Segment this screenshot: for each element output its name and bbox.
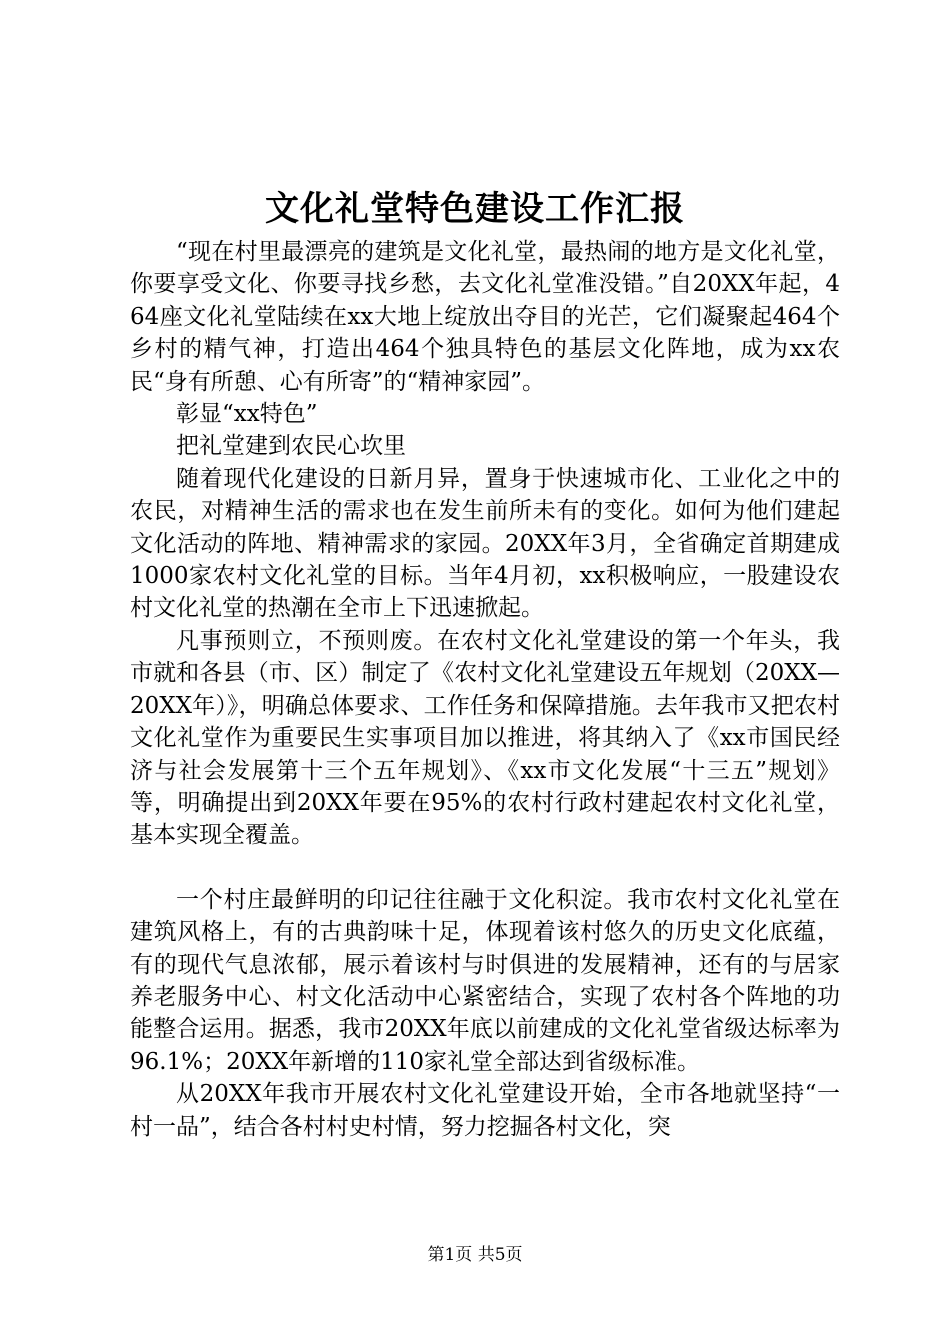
document-body — [130, 236, 840, 1143]
paragraph-architecture: 一个村庄最鲜明的印记往往融于文化积淀。我市农村文化礼堂在建筑风格上，有的古典韵味十足，体现着该村悠久的历史文化底蕴，有的现代气息浓郁，展示着该村与时俱进的发展精神，还有的与居家养老服务中心、村文化活动中心紧密结合，实现了农村各个阵地的功能整合运用。据悉，我市20XX年底以前建成的文化礼堂省级达标率为96.1%；20XX年新增的110家礼堂全部达到省级标准。 — [130, 886, 840, 1075]
paragraph-background: 随着现代化建设的日新月异，置身于快速城市化、工业化之中的农民，对精神生活的需求也在发生前所未有的变化。如何为他们建起文化活动的阵地、精神需求的家园。20XX年3月，全省确定首期建成1000家农村文化礼堂的目标。当年4月初，xx积极响应，一股建设农村文化礼堂的热潮在全市上下迅速掀起。 — [130, 465, 840, 622]
paragraph-one-village-one-product: 从20XX年我市开展农村文化礼堂建设开始，全市各地就坚持“一村一品”，结合各村村史村情，努力挖掘各村文化，突 — [130, 1081, 840, 1140]
section-heading-feature: 彰显“xx特色” — [176, 401, 318, 428]
page-number-footer: 第1页 共5页 — [427, 1245, 523, 1265]
section-subheading: 把礼堂建到农民心坎里 — [176, 433, 406, 460]
paragraph-intro-quote: “现在村里最漂亮的建筑是文化礼堂，最热闹的地方是文化礼堂，你要享受文化、你要寻找乡愁，去文化礼堂准没错。”自20XX年起，464座文化礼堂陆续在xx大地上绽放出夺目的光芒，它们凝聚起464个乡村的精气神，打造出464个独具特色的基层文化阵地，成为xx农民“身有所憩、心有所寄”的“精神家园”。 — [130, 239, 840, 395]
document-title: 文化礼堂特色建设工作汇报 — [265, 189, 685, 229]
paragraph-planning: 凡事预则立，不预则废。在农村文化礼堂建设的第一个年头，我市就和各县（市、区）制定了《农村文化礼堂建设五年规划（20XX—20XX年）》，明确总体要求、工作任务和保障措施。去年我市又把农村文化礼堂作为重要民生实事项目加以推进，将其纳入了《xx市国民经济与社会发展第十三个五年规划》、《xx市文化发展“十三五”规划》等，明确提出到20XX年要在95%的农村行政村建起农村文化礼堂，基本实现全覆盖。 — [130, 627, 840, 849]
